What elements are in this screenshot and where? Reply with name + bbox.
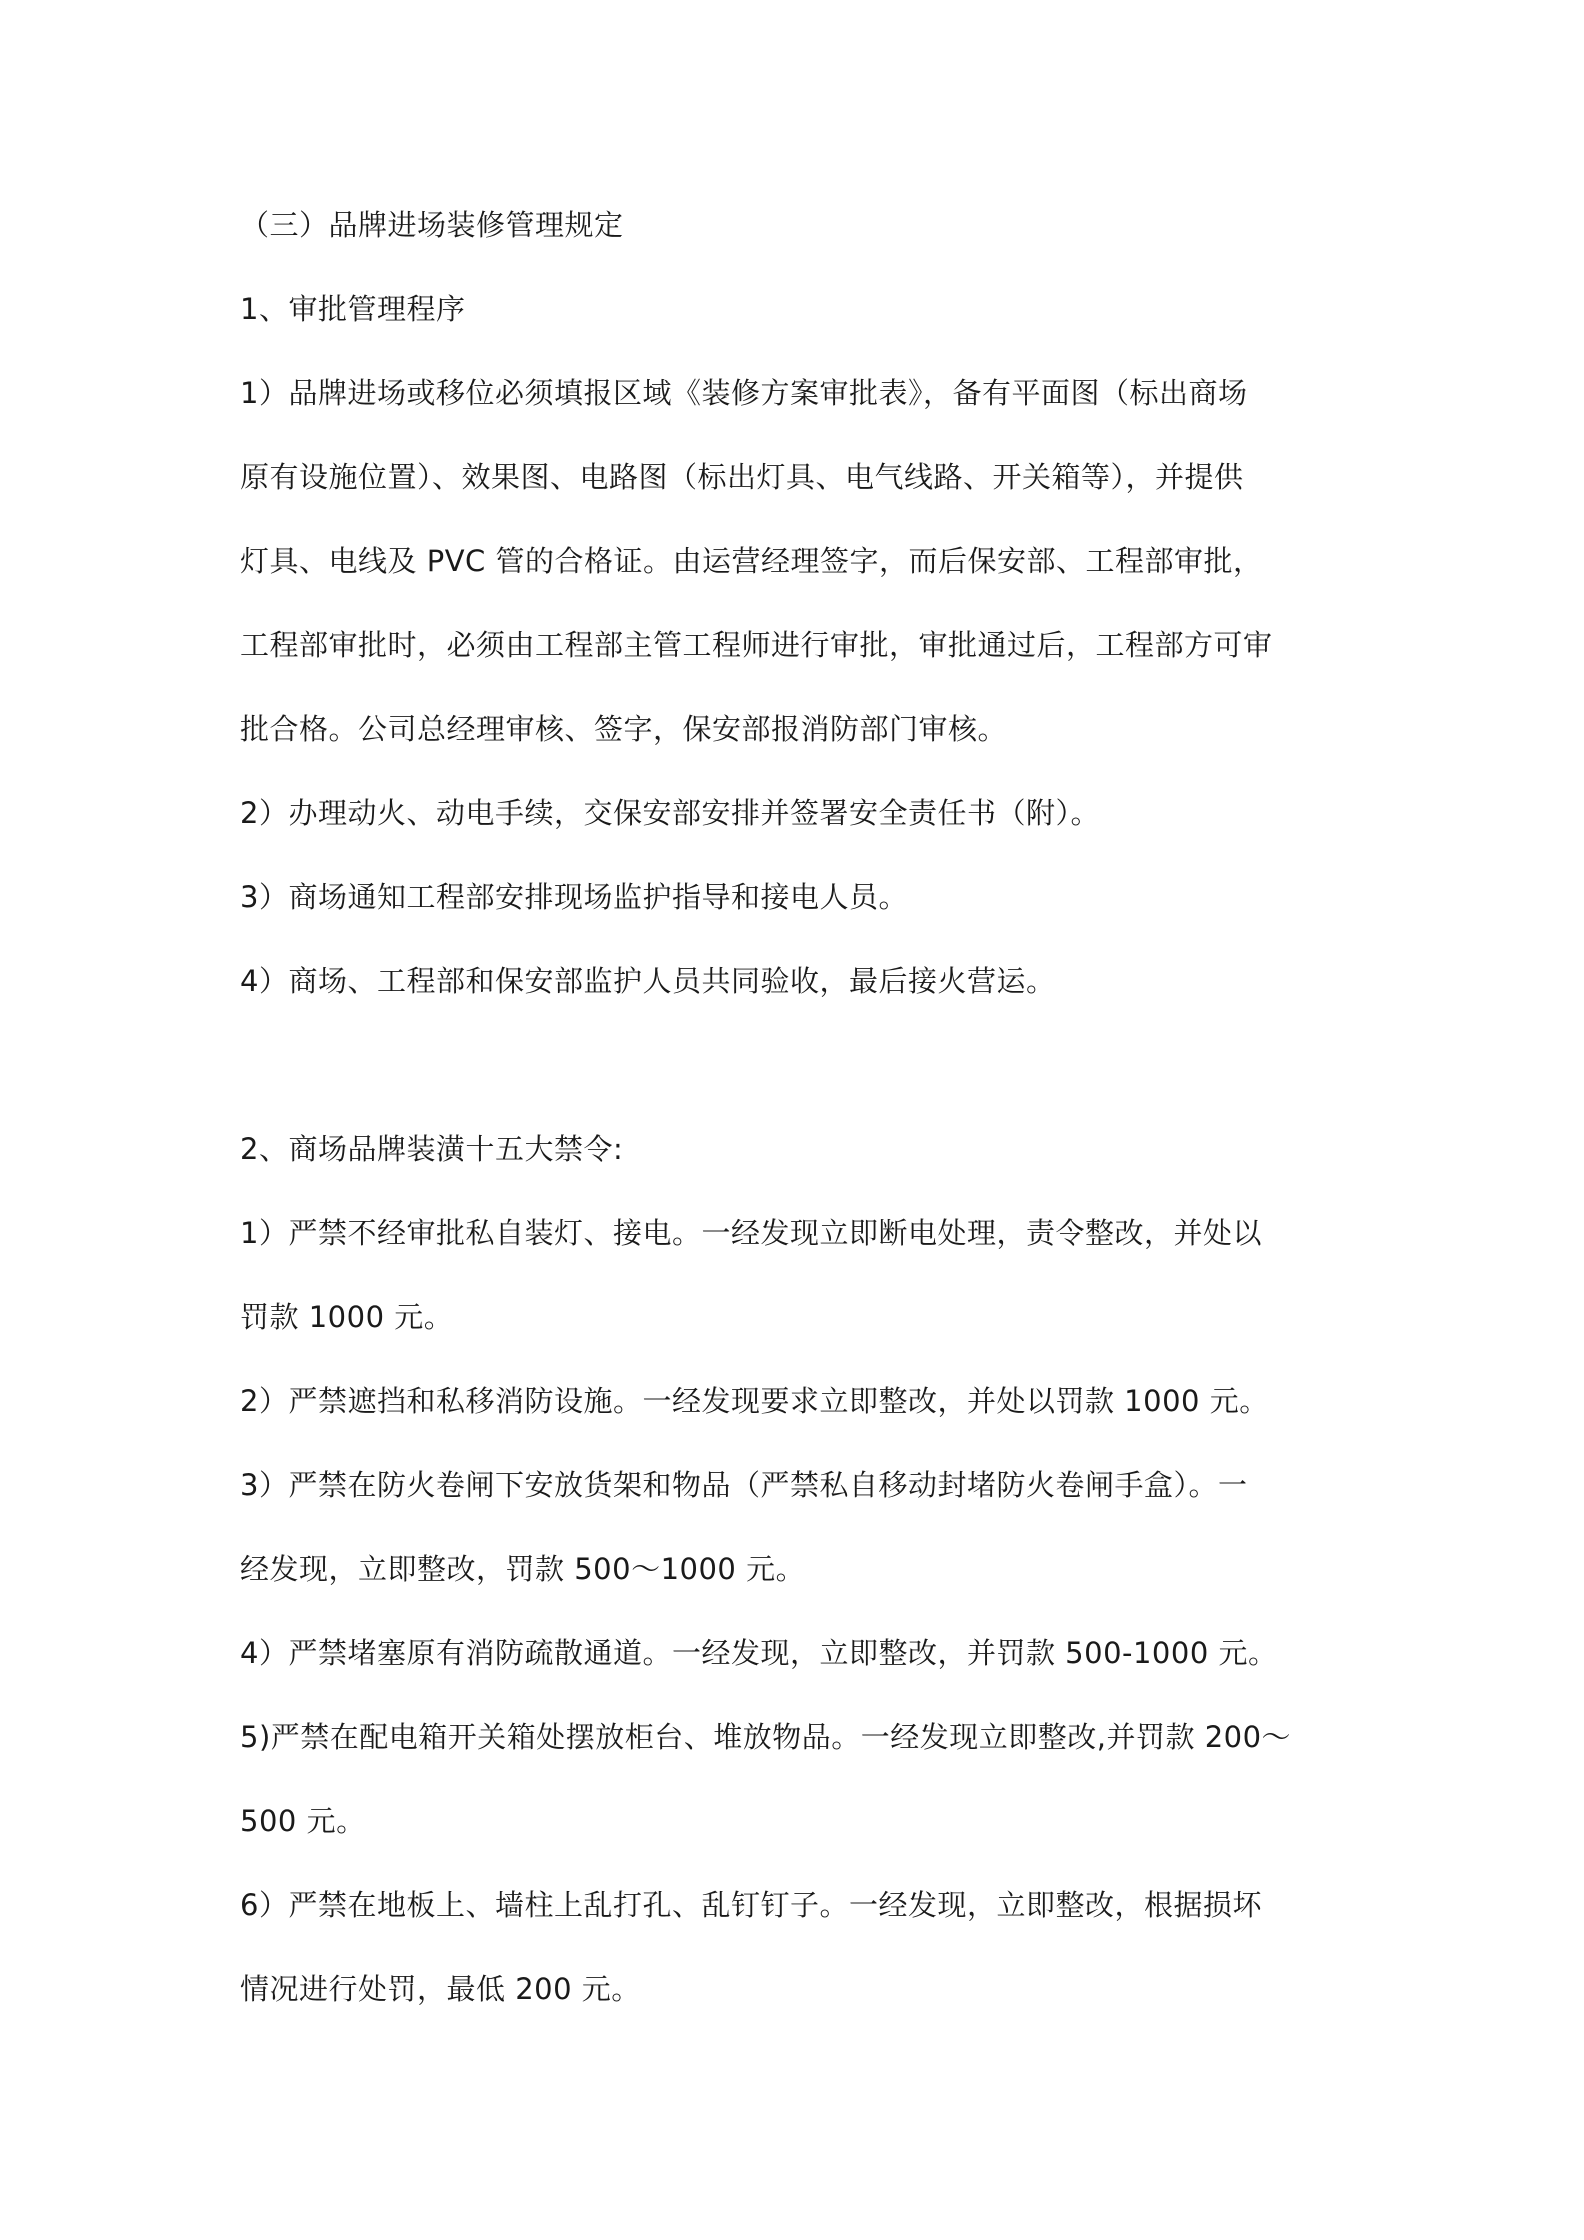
paragraph-line: 4）严禁堵塞原有消防疏散通道。一经发现，立即整改，并罚款 500-1000 元。	[240, 1636, 1278, 1670]
paragraph-line: 灯具、电线及 PVC 管的合格证。由运营经理签字，而后保安部、工程部审批，	[240, 544, 1263, 578]
paragraph-line: 批合格。公司总经理审核、签字，保安部报消防部门审核。	[240, 712, 1008, 746]
paragraph-line: 经发现，立即整改，罚款 500～1000 元。	[240, 1552, 806, 1586]
paragraph-line: 6）严禁在地板上、墙柱上乱打孔、乱钉钉子。一经发现，立即整改，根据损坏	[240, 1888, 1262, 1922]
paragraph-line: 500 元。	[240, 1804, 366, 1838]
paragraph-line: 原有设施位置）、效果图、电路图（标出灯具、电气线路、开关箱等），并提供	[240, 460, 1244, 494]
paragraph-line: 2）严禁遮挡和私移消防设施。一经发现要求立即整改，并处以罚款 1000 元。	[240, 1384, 1269, 1418]
paragraph-line: 1）品牌进场或移位必须填报区域《装修方案审批表》，备有平面图（标出商场	[240, 376, 1248, 410]
paragraph-line: 3）商场通知工程部安排现场监护指导和接电人员。	[240, 880, 908, 914]
paragraph-line: 3）严禁在防火卷闸下安放货架和物品（严禁私自移动封堵防火卷闸手盒）。一	[240, 1468, 1248, 1502]
paragraph-line: 2）办理动火、动电手续，交保安部安排并签署安全责任书（附）。	[240, 796, 1100, 830]
paragraph-line: 罚款 1000 元。	[240, 1300, 454, 1334]
section-heading: （三）品牌进场装修管理规定	[240, 208, 624, 242]
subsection-heading-approval: 1、审批管理程序	[240, 292, 466, 326]
paragraph-line: 情况进行处罚，最低 200 元。	[240, 1972, 641, 2006]
paragraph-line: 1）严禁不经审批私自装灯、接电。一经发现立即断电处理，责令整改，并处以	[240, 1216, 1262, 1250]
paragraph-line: 5)严禁在配电箱开关箱处摆放柜台、堆放物品。一经发现立即整改,并罚款 200～	[240, 1720, 1292, 1754]
paragraph-line: 工程部审批时，必须由工程部主管工程师进行审批，审批通过后，工程部方可审	[240, 628, 1273, 662]
subsection-heading-prohibitions: 2、商场品牌装潢十五大禁令:	[240, 1132, 624, 1166]
paragraph-line: 4）商场、工程部和保安部监护人员共同验收，最后接火营运。	[240, 964, 1056, 998]
